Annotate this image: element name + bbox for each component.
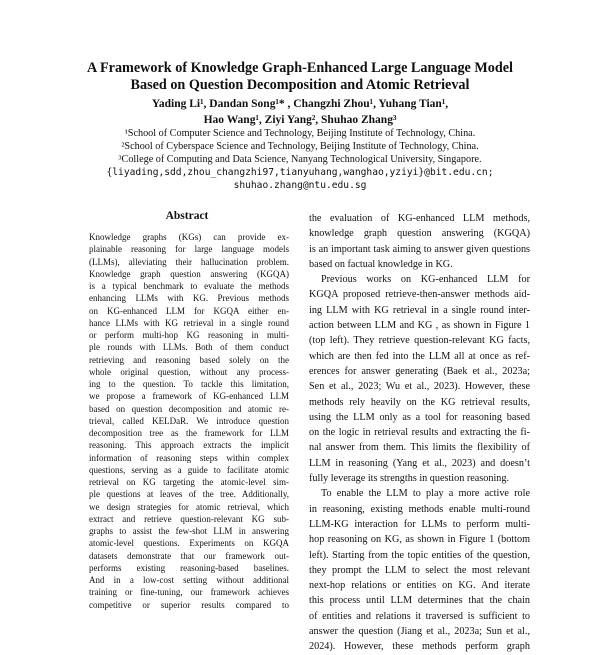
body-line: To enable the LLM to play a more active role [321,488,530,500]
body-line: using the LLM only as a tool for reasoning based [309,411,530,423]
body-line: Previous works on KG-enhanced LLM for [321,274,530,286]
body-line: in reasoning, existing methods enable multi-round [309,503,530,515]
affiliation-1: ¹School of Computer Science and Technology, Beijing Institute of Technology, China. [124,128,476,139]
body-line: this process until LLM determines that the chain [309,595,530,607]
body-line: Sen et al., 2023; Wu et al., 2023). However, these [309,381,530,393]
body-line: the evaluation of KG-enhanced LLM methods, [309,213,530,224]
body-line: is an important task aiming to answer given questions [309,243,530,255]
body-line: methods rely heavily on the KG retrieval results, [309,396,530,408]
body-line: they prompt the LLM to select the most relevant [309,564,530,576]
abstract-line: atomic-level questions. Experiments on KGQA [89,538,289,549]
body-line: (top left). They retrieve question-relevant KG facts, [309,335,530,347]
abstract-line: ple questions at leaves of the tree. Additionally, [89,489,289,500]
body-line: on the logic in retrieval results and extracting the fi- [309,427,530,439]
abstract-line: trieval, called KELDaR. We introduce question [89,415,289,426]
authors-line-2: Hao Wang¹, Ziyi Yang², Shuhao Zhang³ [203,114,397,126]
authors-line-1: Yading Li¹, Dandan Song¹* , Changzhi Zhou¹, Yuhang Tian¹, [151,98,449,110]
body-line: next-hop relations or entities on KG. And iterate [309,580,530,592]
abstract-line: And in a low-cost setting without additional [89,575,289,585]
body-line: hop reasoning on KG, as shown in Figure 1 (bottom [309,534,530,546]
email-line-1: {liyading,sdd,zhou_changzhi97,tianyuhang,wanghao,yziyi}@bit.edu.cn; [106,167,494,178]
abstract-line: performs existing reasoning-based baselines. [89,562,289,573]
intro-body [309,211,530,655]
abstract-line: extract and retrieve question-relevant KG sub- [89,513,289,524]
body-line: ing LLM with KG retrieval in a single round inter- [309,304,530,316]
abstract-line: competitive or superior results compared to [89,599,289,610]
abstract-line: we design strategies for atomic retrieval, which [89,501,289,512]
body-line: LLM in reasoning (Yang et al., 2023) and doesn’t [309,457,530,469]
abstract-line: ing to the question. To tackle this limitation, [89,379,289,389]
abstract-line: on KG-enhanced LLM for KGQA either en- [89,305,289,316]
abstract-line: graphs to assist the few-shot LLM in answering [89,526,289,536]
body-line: LLM-KG interaction for LLMs to perform multi- [309,518,530,530]
abstract-line: information of reasoning steps within complex [89,452,289,463]
title-line-2: Based on Question Decomposition and Atomic Retrieval [130,77,470,93]
abstract-line: retrieval on KG targeting the atomic-level sim- [89,477,289,487]
affiliation-2: ²School of Cyberspace Science and Technology, Beijing Institute of Technology, China. [121,141,479,152]
body-line: based on factual knowledge in KG. [309,258,453,270]
abstract-line: decomposition tree as the framework for LLM [89,428,289,438]
affiliations [40,127,560,192]
abstract-line: (LLMs), alleviating their hallucination problem. [89,256,289,267]
abstract-line: or perform multi-hop KG reasoning in multi- [89,330,289,340]
abstract-line: training or fine-tuning, our framework achieves [89,587,289,598]
body-line: which are then fed into the LLM all at once as ref- [309,350,530,362]
abstract-line: ple rounds with LLMs. Both of them conduct [89,342,289,353]
body-line: KGQA proposed retrieve-then-answer methods aid- [309,289,530,301]
author-list [80,96,520,128]
body-line: 2024). However, these methods perform graph [309,641,530,653]
body-line: erences for answer generating (Baek et al., 2023a; [309,365,530,377]
abstract-line: whole original question, without any process- [89,366,289,377]
abstract-body [89,231,289,611]
body-line: nal answer from them. This limits the flexibility of [309,442,530,454]
paper-title [60,60,540,94]
body-line: answer the question (Jiang et al., 2023a; Sun et al., [309,626,530,638]
abstract-line: plainable reasoning for large language models [89,244,289,255]
body-line: fully leverage its strengths in question reasoning. [309,473,510,485]
body-line: of entities and relations it traversed is sufficient to [309,610,530,622]
abstract-line: datasets demonstrate that our framework out- [89,550,289,561]
abstract-line: we propose a framework of KG-enhanced LLM [89,391,289,402]
affiliation-3: ³College of Computing and Data Science, Nanyang Technological University, Singapore. [118,154,482,165]
abstract-line: retrieving and reasoning based solely on the [89,354,289,365]
abstract-line: based on question decomposition and atomic re- [89,403,289,414]
body-line: left). Starting from the topic entities of the question, [309,549,530,561]
body-line: knowledge graph question answering (KGQA) [309,228,530,240]
abstract-line: hance LLMs with KG retrieval in a single round [89,317,289,328]
abstract-heading: Abstract [165,210,209,222]
abstract-line: Knowledge graphs (KGs) can provide ex- [89,232,289,242]
abstract-line: is a typical benchmark to evaluate the methods [89,281,289,291]
body-line: action between LLM and KG , as shown in Figure 1 [309,320,530,332]
abstract-line: enhancing LLMs with KG. Previous methods [89,293,289,304]
abstract-line: reasoning. This approach extracts the implicit [89,440,289,451]
abstract-line: questions, serving as a guide to facilitate atomic [89,464,289,475]
abstract-line: Knowledge graph question answering (KGQA) [89,268,289,279]
email-line-2: shuhao.zhang@ntu.edu.sg [233,180,367,191]
title-line-1: A Framework of Knowledge Graph-Enhanced Large Language Model [86,60,513,76]
